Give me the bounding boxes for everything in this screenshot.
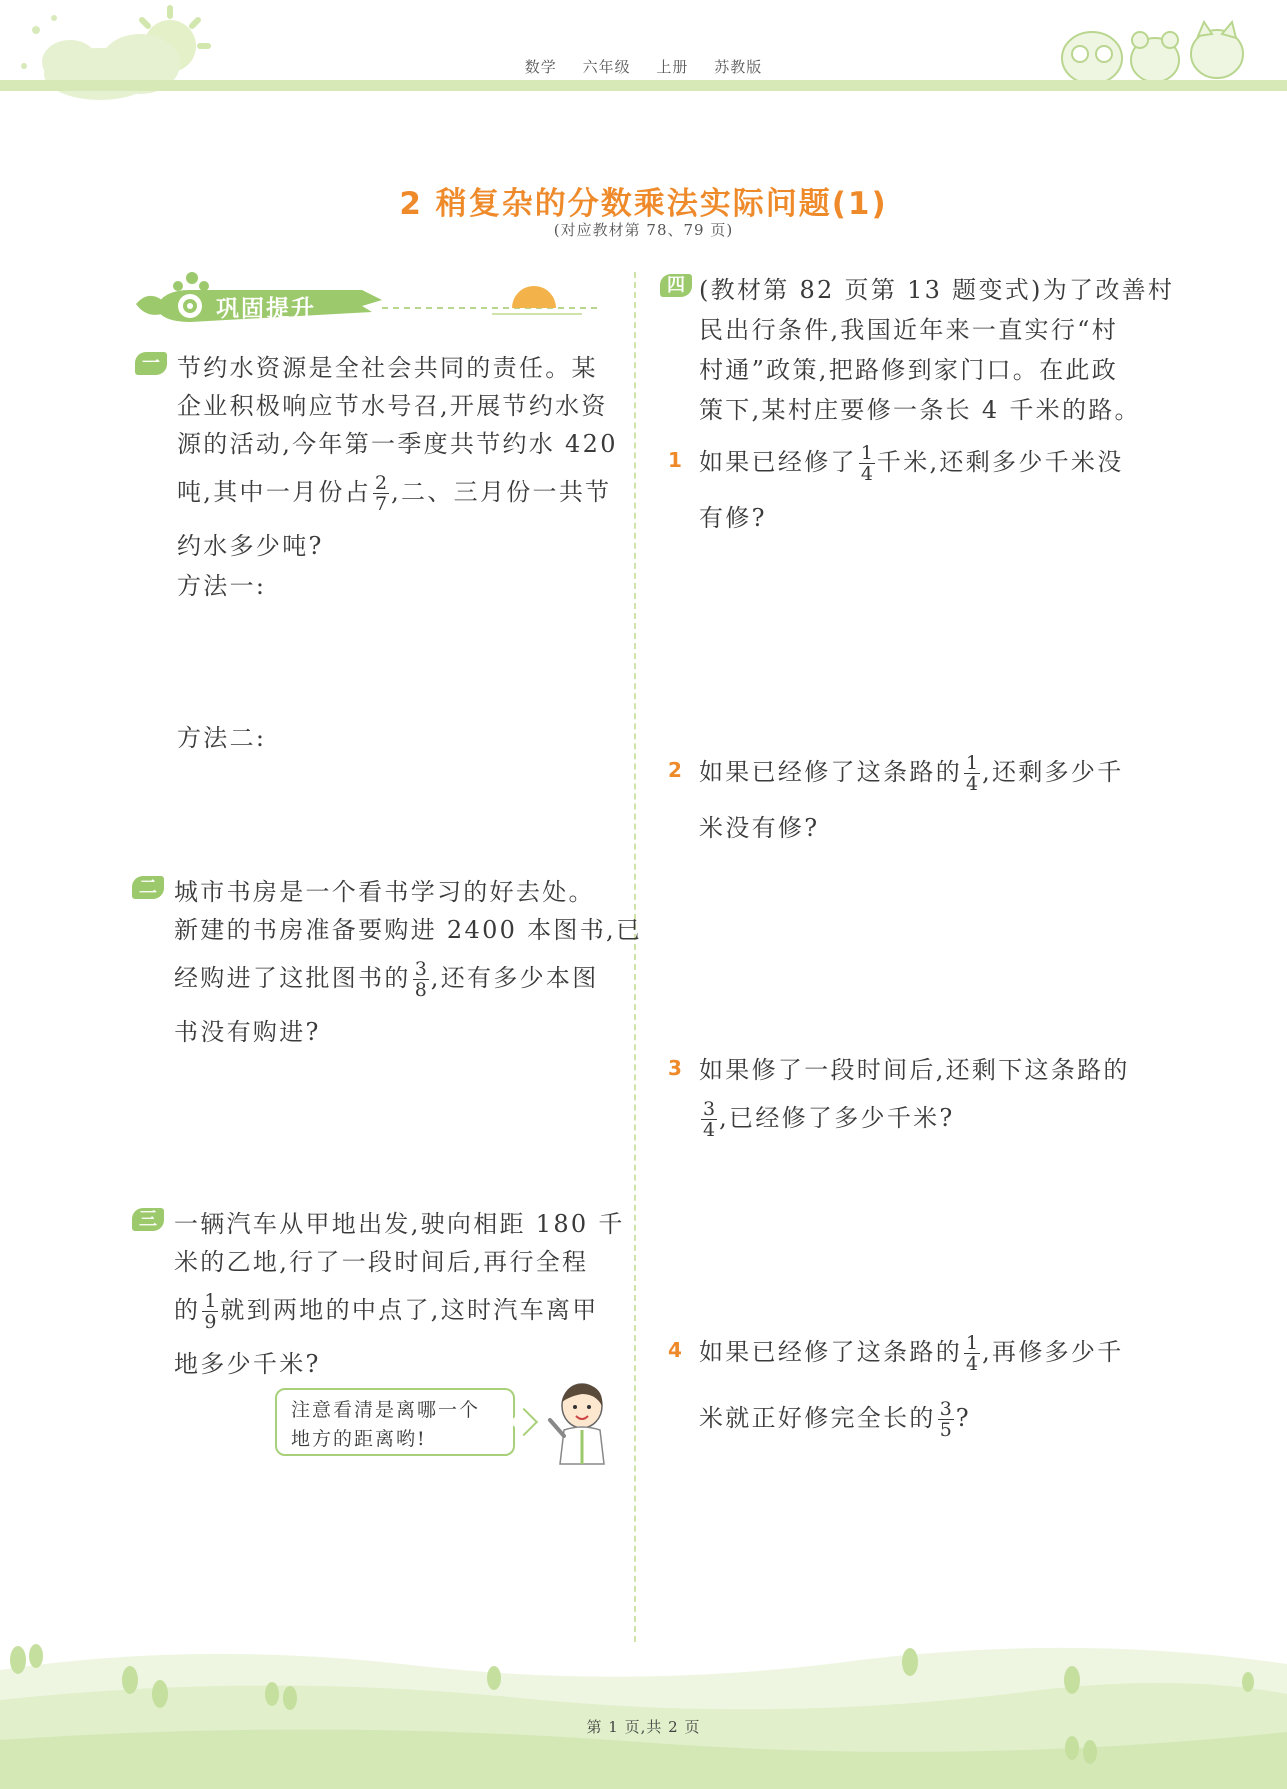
fraction-numerator: 1 — [204, 1290, 217, 1312]
q4-line-1: (教材第 82 页第 13 题变式)为了改善村 — [699, 276, 1175, 304]
fraction-numerator: 1 — [966, 752, 979, 774]
boy-character-icon — [546, 1380, 616, 1466]
fraction-denominator: 4 — [703, 1119, 716, 1141]
fraction — [373, 473, 389, 514]
sub2-line-2: 米没有修? — [699, 814, 820, 842]
header-edition: 苏教版 — [714, 58, 763, 76]
fraction-denominator: 9 — [204, 1311, 217, 1333]
q2-line-3-text-a: 经购进了这批图书的 — [174, 964, 411, 992]
method-two-label: 方法二: — [177, 724, 267, 752]
header-band — [0, 80, 1287, 91]
question-badge-2: 二 — [132, 876, 164, 899]
sub1-line-1 — [699, 442, 1124, 484]
fraction-numerator: 1 — [966, 1332, 979, 1354]
fraction — [938, 1399, 954, 1440]
fraction-denominator: 8 — [414, 979, 427, 1001]
q1-line-2: 企业积极响应节水号召,开展节约水资 — [177, 392, 608, 420]
fraction — [859, 443, 875, 484]
question-badge-4: 四 — [660, 274, 692, 297]
question-badge-3: 三 — [132, 1208, 164, 1231]
fraction-denominator: 7 — [375, 493, 388, 515]
q2-line-2: 新建的书房准备要购进 2400 本图书,已 — [174, 916, 643, 944]
tip-line-1: 注意看清是离哪一个 — [291, 1399, 481, 1421]
sub2-text-b: ,还剩多少千 — [982, 758, 1124, 786]
sub4-text-a: 如果已经修了这条路的 — [699, 1338, 962, 1366]
sub4-text-c: 米就正好修完全长的 — [699, 1404, 936, 1432]
page-number: 第 1 页,共 2 页 — [586, 1718, 701, 1736]
method-one-label: 方法一: — [177, 572, 267, 600]
sub3-line-1: 如果修了一段时间后,还剩下这条路的 — [699, 1056, 1130, 1084]
header-subject: 数学 — [524, 58, 557, 76]
sub-question-number-4: 4 — [668, 1338, 682, 1362]
sub-question-number-3: 3 — [668, 1056, 682, 1080]
sub4-text-b: ,再修多少千 — [982, 1338, 1124, 1366]
q3-line-3 — [174, 1290, 599, 1332]
sub1-text-b: 千米,还剩多少千米没 — [876, 448, 1124, 476]
fraction-numerator: 3 — [414, 958, 427, 980]
page-title: 2 稍复杂的分数乘法实际问题(1) — [399, 186, 888, 222]
q4-line-3: 村通”政策,把路修到家门口。在此政 — [699, 356, 1118, 384]
fraction-denominator: 4 — [966, 773, 979, 795]
fraction-numerator: 3 — [939, 1398, 952, 1420]
tip-speech-bubble — [275, 1388, 515, 1456]
sub2-text-a: 如果已经修了这条路的 — [699, 758, 962, 786]
q3-line-1: 一辆汽车从甲地出发,驶向相距 180 千 — [174, 1210, 625, 1238]
fraction-numerator: 1 — [860, 442, 873, 464]
section-banner — [132, 270, 612, 335]
sub-question-number-2: 2 — [668, 758, 682, 782]
q3-line-4: 地多少千米? — [174, 1350, 321, 1378]
section-banner-label: 巩固提升 — [216, 296, 316, 322]
sub3-text-b: ,已经修了多少千米? — [719, 1104, 955, 1132]
question-badge-1: 一 — [135, 352, 167, 375]
fraction — [202, 1291, 218, 1332]
fraction-denominator: 4 — [966, 1353, 979, 1375]
sub3-line-2 — [699, 1098, 955, 1140]
footer-landscape — [0, 1620, 1287, 1789]
q3-line-2: 米的乙地,行了一段时间后,再行全程 — [174, 1248, 589, 1276]
q2-line-3 — [174, 958, 599, 1000]
q2-line-4: 书没有购进? — [174, 1018, 321, 1046]
sub4-text-d: ? — [955, 1404, 971, 1432]
sub2-line-1 — [699, 752, 1124, 794]
header-decoration — [0, 0, 1287, 110]
column-divider — [634, 272, 636, 1642]
sub-question-number-1: 1 — [668, 448, 682, 472]
q2-line-1: 城市书房是一个看书学习的好去处。 — [174, 878, 595, 906]
sub1-line-2: 有修? — [699, 504, 767, 532]
q1-line-4-text-a: 吨,其中一月份占 — [177, 478, 372, 506]
tip-line-2: 地方的距离哟! — [291, 1428, 427, 1450]
q1-line-1: 节约水资源是全社会共同的责任。某 — [177, 354, 598, 382]
fraction — [413, 959, 429, 1000]
q4-line-2: 民出行条件,我国近年来一直实行“村 — [699, 316, 1118, 344]
sub4-line-1 — [699, 1332, 1124, 1374]
q3-line-3-text-b: 就到两地的中点了,这时汽车离甲 — [220, 1296, 599, 1324]
fraction-denominator: 4 — [860, 463, 873, 485]
fraction — [701, 1099, 717, 1140]
sub4-line-2 — [699, 1398, 971, 1440]
fraction-numerator: 3 — [703, 1098, 716, 1120]
q1-line-3: 源的活动,今年第一季度共节约水 420 — [177, 430, 618, 458]
sub1-text-a: 如果已经修了 — [699, 448, 857, 476]
header-volume: 上册 — [656, 58, 689, 76]
q4-line-4: 策下,某村庄要修一条长 4 千米的路。 — [699, 396, 1141, 424]
fraction — [964, 1333, 980, 1374]
fraction — [964, 753, 980, 794]
q2-line-3-text-b: ,还有多少本图 — [430, 964, 599, 992]
header-info — [0, 56, 1287, 77]
q1-line-5: 约水多少吨? — [177, 532, 324, 560]
fraction-denominator: 5 — [939, 1419, 952, 1441]
q3-line-3-text-a: 的 — [174, 1296, 201, 1324]
q1-line-4-text-b: ,二、三月份一共节 — [391, 478, 612, 506]
q1-line-4 — [177, 472, 611, 514]
page-subtitle: (对应教材第 78、79 页) — [553, 221, 734, 239]
fraction-numerator: 2 — [375, 472, 388, 494]
header-grade: 六年级 — [582, 58, 631, 76]
